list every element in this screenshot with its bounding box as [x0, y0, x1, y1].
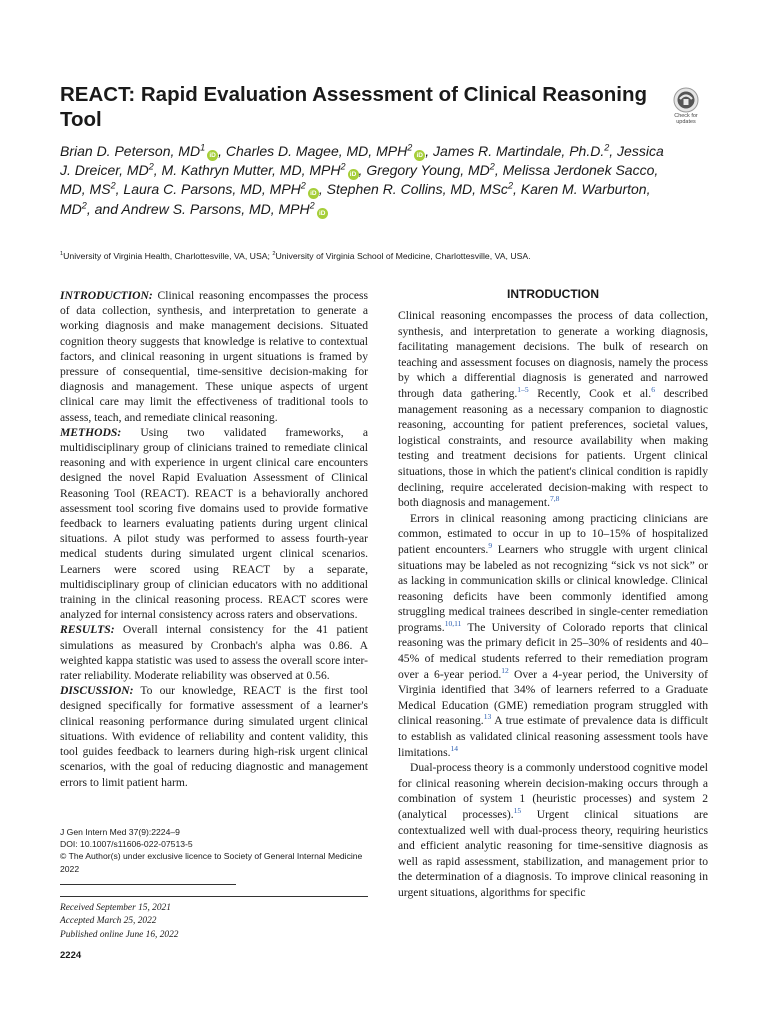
paragraph-text: Urgent clinical situations are contextualized well with dual-process theory, requiring heuristics and efficient analytic reasoning for time-sensitive diagnosis as well as rapid assessment, stabilization, and management prior to the determination of a diagnosis. To improve clinical reasoning in urgent situations, algorithms for specific: [398, 808, 708, 899]
abstract-introduction: [60, 288, 368, 425]
author-affiliation-marker: 2: [300, 180, 306, 191]
abstract-discussion: [60, 683, 368, 789]
author-name: Brian D. Peterson, MD: [60, 143, 201, 159]
reference-citation[interactable]: 9: [488, 541, 493, 551]
introduction-paragraph: [398, 760, 708, 900]
paragraph-text: Learners who struggle with urgent clinical situations may be labeled as not recognizing “sick vs not sick” or as lacking in communication skills or clinical knowledge. Clinical reasoning deficits have been commonly identified among struggling medical trainees described in single-center remediation programs.: [398, 542, 708, 634]
check-for-updates-badge[interactable]: [666, 86, 706, 128]
check-for-updates-label: Check for updates: [674, 113, 698, 125]
reference-citation[interactable]: 15: [513, 806, 522, 816]
abstract-section-text: Using two validated frameworks, a multidisciplinary group of clinicians trained to remediate clinical reasoning and with experience in urgent clinical care encounters designed the novel Rapid Evaluation Assessment of Clinical Reasoning Tool (REACT). REACT is a behaviorally anchored assessment tool scoring five domains used to provide formative feedback to learners evaluating patients during urgent clinical situations. A pilot study was performed to assess fourth-year medical students during simulated urgent clinical scenarios. Learners were scored using REACT by a separate, multidisciplinary group of clinician educators with no additional training in the clinical reasoning process. REACT scores were analyzed for internal consistency across raters and observations.: [60, 425, 368, 622]
affiliations: [60, 250, 700, 262]
abstract-section-text: To our knowledge, REACT is the first tool designed specifically for formative assessment of a learner's clinical reasoning performance during simulated urgent clinical situations. With evidence of reliability and content validity, this tool guides feedback to learners during high-risk urgent clinical scenarios, with the goal of reducing diagnostic and management errors to limit patient harm.: [60, 684, 368, 789]
author-affiliation-marker: 2: [309, 199, 315, 210]
abstract: [60, 288, 368, 790]
abstract-section-label: RESULTS:: [60, 623, 115, 637]
abstract-methods: [60, 425, 368, 623]
orcid-icon[interactable]: iD: [207, 150, 218, 161]
published-date: Published online June 16, 2022: [60, 929, 179, 940]
accepted-date: Accepted March 25, 2022: [60, 916, 157, 927]
author-name: Charles D. Magee, MD, MPH: [225, 143, 408, 159]
paragraph-text: Clinical reasoning encompasses the process of data collection, synthesis, and interpretation to generate a working diagnosis, facilitating management decisions. The bulk of research on teaching and assessment focuses on diagnosis, namely the process by which a differential diagnosis is generated and narrowed through data gathering.: [398, 309, 708, 400]
abstract-section-label: DISCUSSION:: [60, 684, 134, 698]
abstract-section-text: Overall internal consistency for the 41 patient simulations as measured by Cronbach's alpha was 0.86. A weighted kappa statistic was used to assess the overall score inter-rater reliability. Moderate reliability was observed at 0.56.: [60, 623, 368, 683]
author-affiliation-marker: 2: [604, 142, 610, 153]
article-dates: [60, 902, 368, 942]
doi[interactable]: DOI: 10.1007/s11606-022-07513-5: [60, 839, 193, 850]
reference-citation[interactable]: 12: [501, 665, 509, 675]
introduction-paragraph: [398, 308, 708, 511]
abstract-section-label: METHODS:: [60, 425, 122, 439]
divider: [60, 896, 368, 897]
orcid-icon[interactable]: iD: [308, 188, 319, 199]
abstract-section-label: INTRODUCTION:: [60, 289, 153, 302]
affiliation-1: University of Virginia Health, Charlottesville, VA, USA;: [63, 251, 273, 261]
reference-citation[interactable]: 13: [483, 712, 492, 722]
author-affiliation-marker: 2: [489, 161, 495, 172]
author-name: Laura C. Parsons, MD, MPH: [123, 181, 301, 198]
section-heading-introduction: INTRODUCTION: [507, 287, 599, 301]
affiliation-marker-1: 1: [60, 251, 64, 258]
paragraph-text: Over a 4-year period, the University of Virginia identified that 34% of learners referred to a Graduate Medical Education (GME) remediation program struggled with clinical reasoning.: [398, 667, 708, 728]
affiliation-marker-2: 2: [272, 251, 276, 258]
orcid-icon[interactable]: iD: [348, 169, 359, 180]
citation: J Gen Intern Med 37(9):2224–9: [60, 827, 180, 837]
author-name: Stephen R. Collins, MD, MSc: [326, 181, 508, 198]
affiliation-2: University of Virginia School of Medicine, Charlottesville, VA, USA.: [275, 251, 531, 261]
reference-citation[interactable]: 10,11: [444, 619, 462, 629]
author-name: Karen M. Warburton, MD: [60, 181, 651, 217]
author-name: Melissa Jerdonek Sacco, MD, MS: [60, 162, 659, 198]
reference-citation[interactable]: 6: [651, 385, 655, 395]
orcid-icon[interactable]: iD: [317, 208, 328, 219]
author-affiliation-marker: 2: [340, 161, 346, 172]
author-affiliation-marker: 2: [81, 199, 87, 210]
paragraph-text: Recently, Cook et al.: [528, 386, 652, 400]
reference-citation[interactable]: 14: [450, 743, 459, 753]
paragraph-text: The University of Colorado reports that clinical reasoning was the primary deficit in 25–30% of residents and 40–45% of medical students referred to their remediation program over a 6-year period.: [398, 620, 708, 681]
received-date: Received September 15, 2021: [60, 903, 171, 913]
introduction-paragraph: [398, 511, 708, 761]
page-number: 2224: [60, 950, 82, 961]
abstract-results: [60, 622, 368, 683]
author-affiliation-marker: 1: [200, 142, 206, 153]
author-affiliation-marker: 2: [407, 142, 413, 153]
paragraph-text: Dual-process theory is a commonly understood cognitive model for clinical reasoning wherein decision-making occurs through a combination of system 1 (heuristic processes) and system 2 (analytical processes).: [398, 761, 708, 821]
author-affiliation-marker: 2: [507, 180, 513, 191]
article-title: REACT: Rapid Evaluation Assessment of Clinical Reasoning Tool: [60, 83, 648, 131]
introduction-body: [398, 308, 708, 901]
author-affiliation-marker: 2: [110, 180, 116, 191]
divider: [60, 884, 236, 885]
orcid-icon[interactable]: iD: [414, 150, 425, 161]
paragraph-text: Errors in clinical reasoning among practicing clinicians are common, estimated to occur in up to 10–15% of hospitalized patient encounters.: [398, 511, 708, 556]
author-name: M. Kathryn Mutter, MD, MPH: [161, 162, 341, 179]
reference-citation[interactable]: 7,8: [549, 494, 560, 504]
paragraph-text: described management reasoning as a necessary companion to diagnostic reasoning, accounting for patient preferences, societal values, logistical constraints, and resource availability when making testing and treatment decisions for patients. Urgent clinical situations, those in which the patient's clinical condition is rapidly declining, require accelerated decision-making with respect to both diagnosis and management.: [398, 386, 708, 510]
author-list: Brian D. Peterson, $MD^1iD$ , Charles D. Magee, MD, MPH$^2$iD , James R. Martindale, Ph.D.$^2$, Jessica J. Dreicer, $MD^2$, M. Kathryn Mutter, MD, MPH$^2$iD , Gregory Young, $MD^2$, Melissa Jerdonek Sacco, MD, $MS^2$, Laura C. Parsons, MD, MPH$^2$iD , Stephen R. Collins, MD, MSc$^2$, Karen M. Warburton, $MD^2$, and Andrew S. Parsons, MD, MPH$^2$iD: [60, 142, 664, 217]
author-name: Jessica J. Dreicer, MD: [60, 143, 664, 179]
author-name: Andrew S. Parsons, MD, MPH: [121, 200, 310, 217]
abstract-section-text: Clinical reasoning encompasses the process of data collection, synthesis, and interpretation to generate a working diagnosis and make management decisions. Situated cognition theory suggests that knowledge is relative to contextual factors, and clinical reasoning in urgent situations is framed by pressure of consequential, time-sensitive decision-making for diagnosis and management. These unique aspects of urgent clinical care may limit the effectiveness of traditional tools to assess, teach, and remediate clinical reasoning.: [60, 289, 368, 424]
author-name: Gregory Young, MD: [366, 162, 490, 179]
copyright: © The Author(s) under exclusive licence to Society of General Internal Medicine 2022: [60, 851, 363, 874]
paragraph-text: A true estimate of prevalence data is difficult to establish as validated clinical reasoning assessment tools have limitations.: [398, 714, 708, 759]
reference-citation[interactable]: 1–5: [517, 385, 529, 395]
author-affiliation-marker: 2: [148, 161, 154, 172]
publication-meta: [60, 826, 368, 875]
author-name: James R. Martindale, Ph.D.: [433, 143, 605, 159]
